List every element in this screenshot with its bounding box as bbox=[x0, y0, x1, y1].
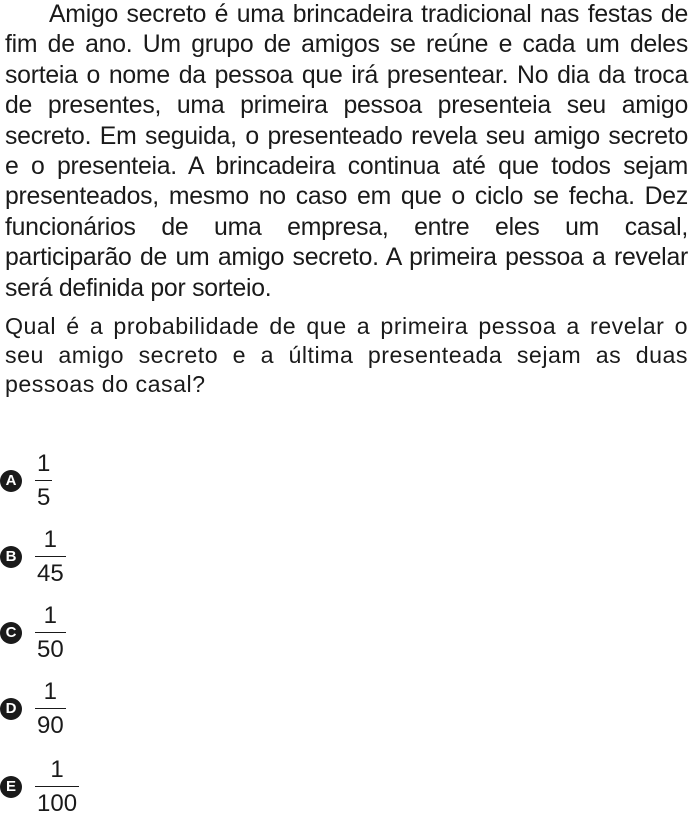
option-b[interactable] bbox=[0, 522, 66, 592]
fraction bbox=[35, 678, 66, 741]
fraction-denominator: 50 bbox=[37, 636, 64, 664]
question-page bbox=[5, 0, 688, 399]
option-letter-badge: D bbox=[0, 698, 22, 720]
option-letter-badge: B bbox=[0, 546, 22, 568]
question-text: Qual é a probabilidade de que a primeira pessoa a revelar o seu amigo secreto e a última presenteada sejam as duas pessoas do casal? bbox=[5, 313, 688, 398]
fraction bbox=[35, 526, 66, 589]
fraction-numerator: 1 bbox=[43, 525, 58, 553]
option-letter-badge: C bbox=[0, 622, 22, 644]
fraction-denominator: 45 bbox=[37, 560, 64, 588]
fraction-denominator: 90 bbox=[37, 712, 64, 740]
context-paragraph: Amigo secreto é uma brincadeira tradicional nas festas de fim de ano. Um grupo de amigos se reúne e cada um deles sorteia o nome da pessoa que irá presentear. No dia da troca de presentes, uma primeira pessoa presenteia seu amigo secreto. Em seguida, o presenteado revela seu amigo secreto e o presenteia. A brincadeira continua até que todos sejam presenteados, mesmo no caso em que o ciclo se fecha. Dez funcionários de uma empresa, entre eles um casal, participarão de um amigo secreto. A primeira pessoa a revelar será definida por sorteio. bbox=[5, 1, 688, 302]
fraction-numerator: 1 bbox=[37, 449, 51, 477]
fraction-numerator: 1 bbox=[43, 601, 58, 629]
option-c[interactable] bbox=[0, 598, 66, 668]
fraction-numerator: 1 bbox=[43, 677, 58, 705]
fraction bbox=[35, 450, 52, 513]
option-d[interactable] bbox=[0, 674, 66, 744]
option-e[interactable] bbox=[0, 752, 79, 822]
option-a[interactable] bbox=[0, 446, 52, 516]
fraction-numerator: 1 bbox=[50, 755, 64, 783]
fraction bbox=[35, 602, 66, 665]
fraction-denominator: 5 bbox=[37, 484, 51, 512]
fraction-denominator: 100 bbox=[37, 790, 78, 818]
option-letter-badge: E bbox=[0, 776, 22, 798]
fraction bbox=[35, 756, 79, 819]
option-letter-badge: A bbox=[0, 470, 22, 492]
